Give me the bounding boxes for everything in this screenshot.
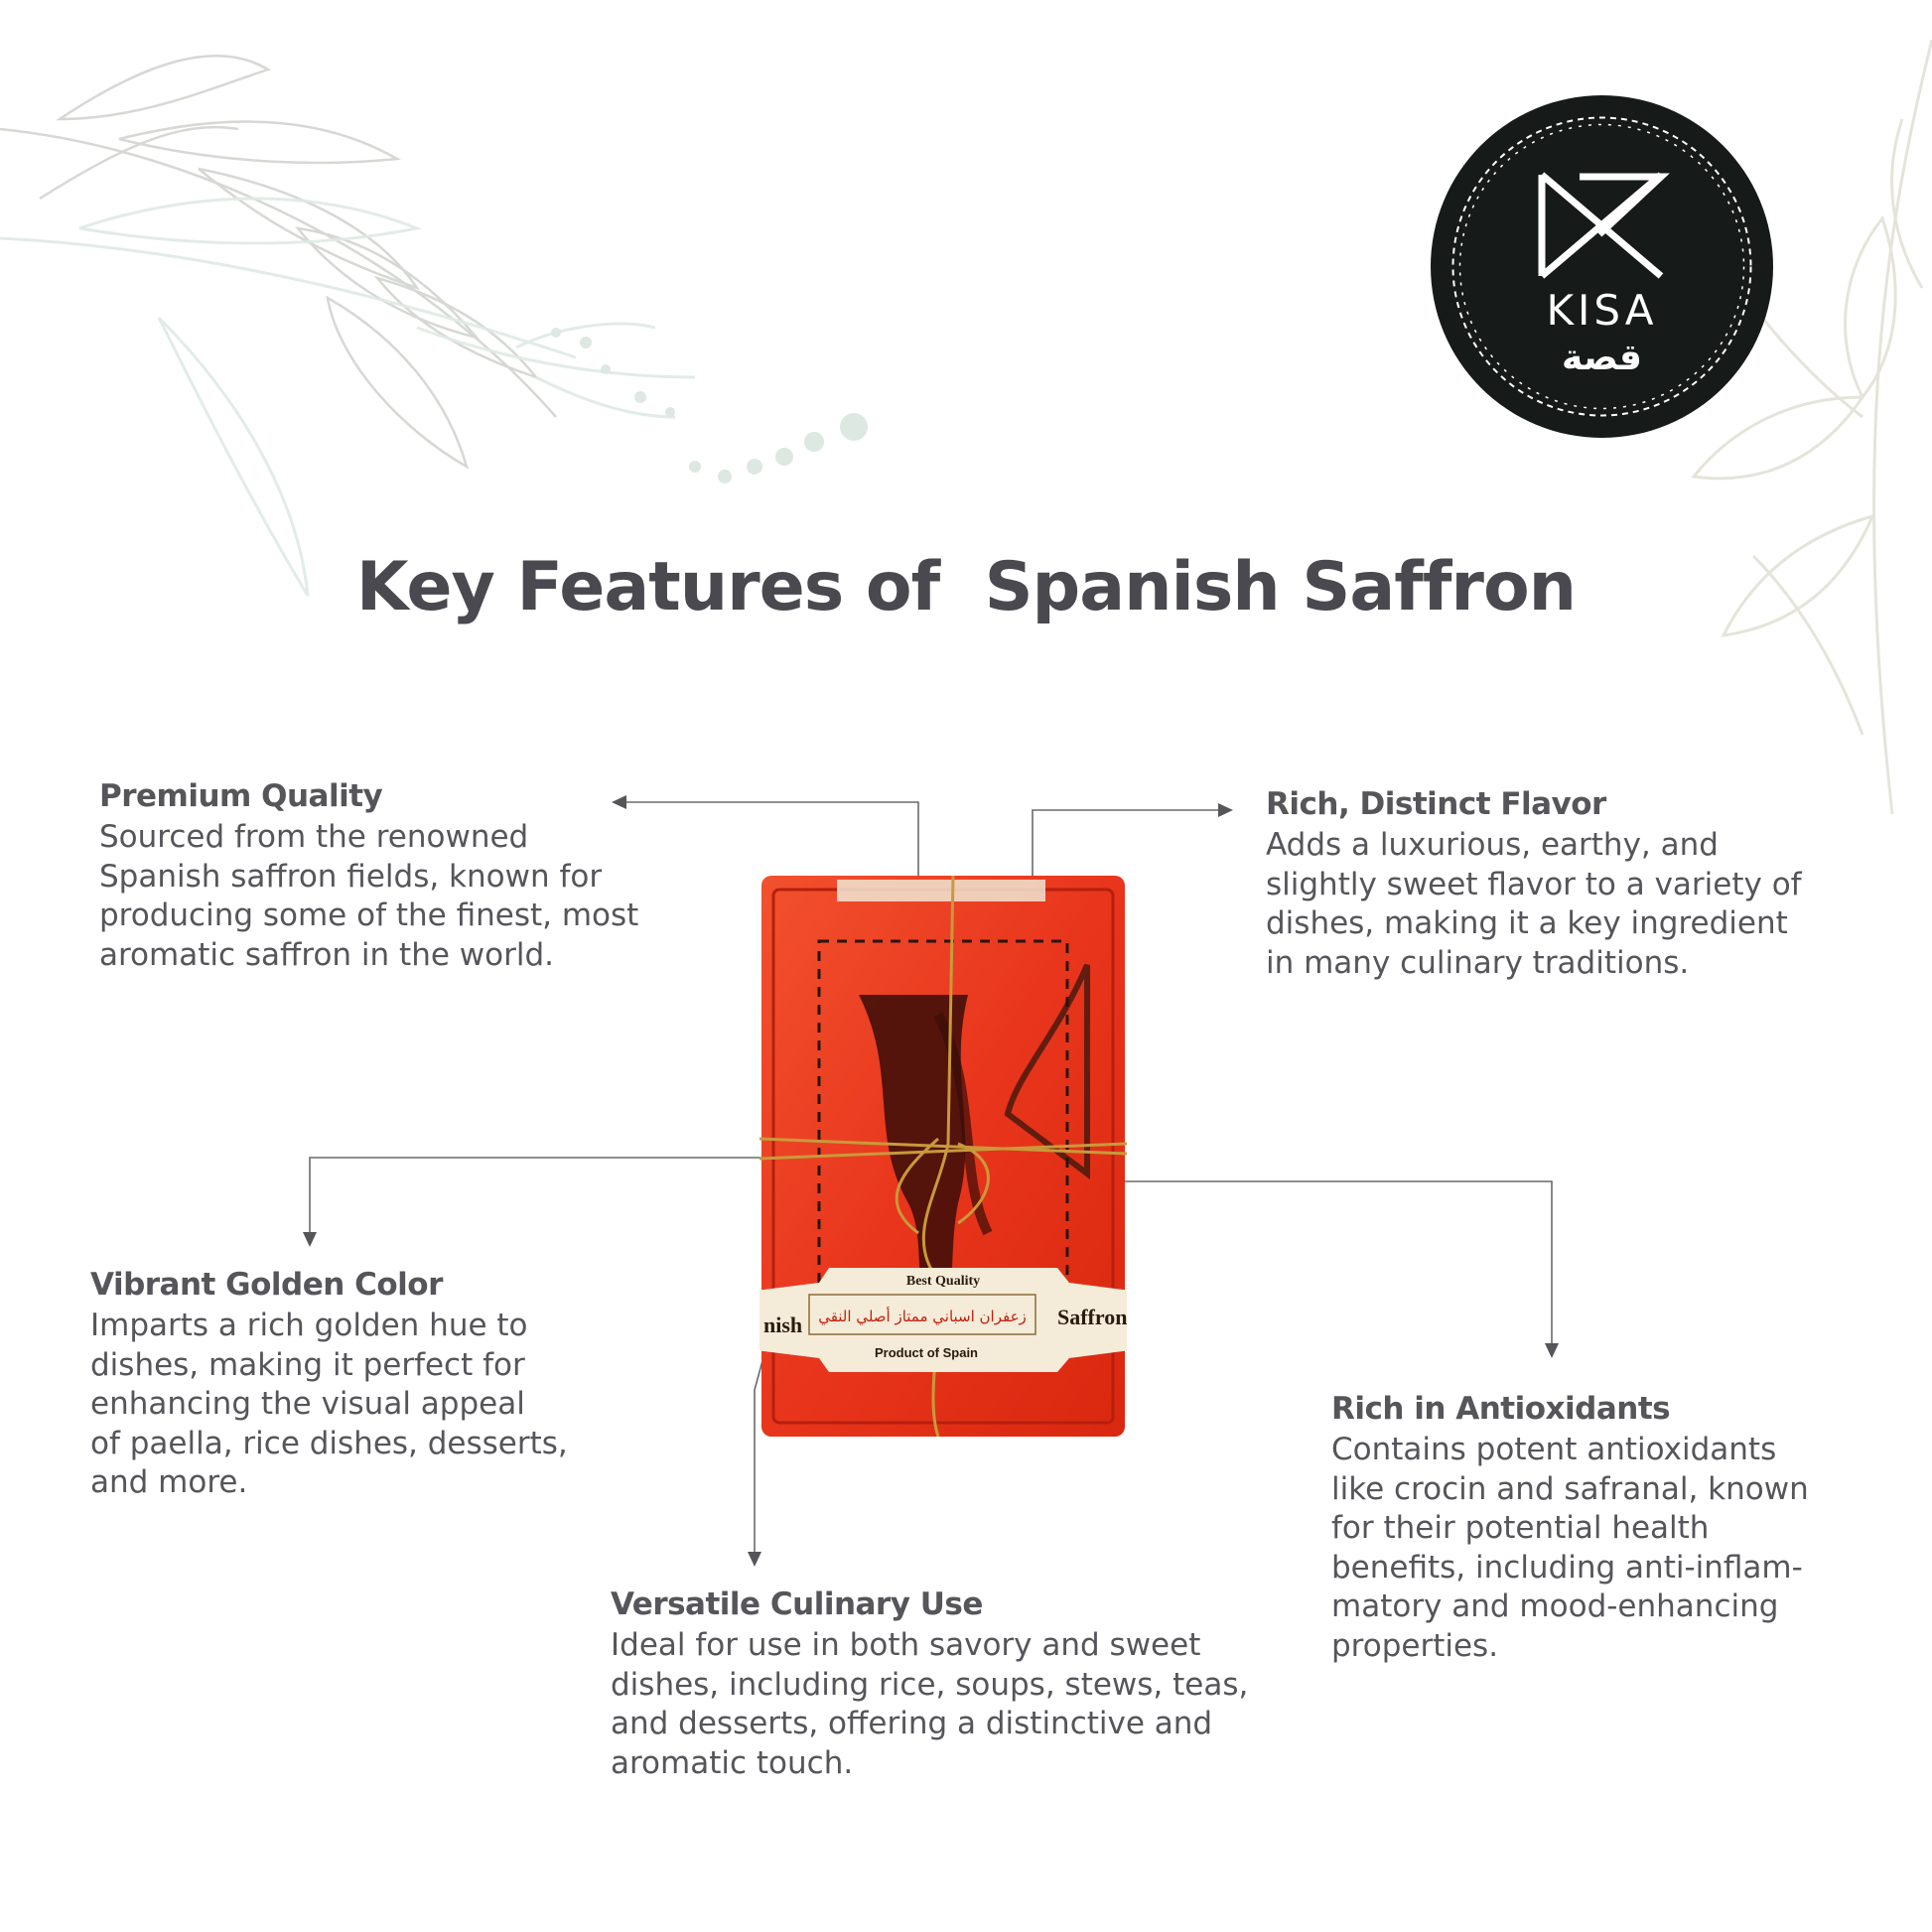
feature-title: Rich, Distinct Flavor: [1266, 786, 1606, 822]
feature-line: in many culinary traditions.: [1266, 944, 1690, 981]
label-right-text: Saffron: [1057, 1305, 1127, 1329]
feature-line: Adds a luxurious, earthy, and: [1266, 827, 1719, 863]
feature-line: Sourced from the renowned: [99, 819, 529, 855]
feature-golden-color: [90, 1267, 646, 1503]
label-bottom-text: Product of Spain: [875, 1345, 978, 1360]
saffron-box-image: [759, 876, 1127, 1437]
page-title: Key Features of Spanish Saffron: [355, 548, 1577, 626]
label-arabic-text: زعفران اسباني ممتاز أصلي النقي: [818, 1308, 1027, 1325]
feature-line: of paella, rice dishes, desserts,: [90, 1425, 568, 1461]
feature-line: benefits, including anti-inflam-: [1331, 1549, 1803, 1586]
feature-line: and more.: [90, 1464, 248, 1500]
feature-title: Rich in Antioxidants: [1331, 1391, 1671, 1427]
feature-line: Contains potent antioxidants: [1331, 1432, 1777, 1467]
feature-line: aromatic saffron in the world.: [99, 936, 554, 973]
feature-line: producing some of the finest, most: [99, 897, 639, 933]
feature-line: slightly sweet flavor to a variety of: [1266, 866, 1802, 902]
label-left-text: nish: [763, 1312, 803, 1337]
feature-line: properties.: [1331, 1627, 1499, 1664]
feature-description: [90, 1307, 646, 1503]
feature-premium-quality: [99, 778, 695, 975]
feature-rich-flavor: [1266, 786, 1862, 983]
feature-description: [611, 1626, 1325, 1783]
feature-line: enhancing the visual appeal: [90, 1386, 525, 1422]
feature-line: Imparts a rich golden hue to: [90, 1308, 528, 1343]
feature-title: Versatile Culinary Use: [611, 1587, 983, 1622]
label-top-text: Best Quality: [905, 1274, 981, 1289]
feature-line: dishes, including rice, soups, stews, teas,: [611, 1666, 1249, 1703]
feature-title: Premium Quality: [99, 778, 383, 814]
feature-line: Spanish saffron fields, known for: [99, 858, 603, 895]
feature-line: and desserts, offering a distinctive and: [611, 1706, 1213, 1741]
logo-wordmark: KISA: [1546, 286, 1658, 335]
saffron-box-product: [759, 876, 1127, 1437]
feature-antioxidants: [1331, 1391, 1887, 1666]
feature-description: [99, 818, 695, 975]
feature-title: Vibrant Golden Color: [90, 1267, 443, 1303]
feature-line: aromatic touch.: [611, 1744, 854, 1781]
feature-culinary-use: [611, 1587, 1325, 1783]
feature-line: dishes, making it perfect for: [90, 1346, 525, 1383]
feature-line: matory and mood-enhancing: [1331, 1588, 1779, 1624]
feature-line: dishes, making it a key ingredient: [1266, 905, 1788, 941]
feature-line: Ideal for use in both savory and sweet: [611, 1627, 1201, 1663]
feature-line: for their potential health: [1331, 1510, 1710, 1546]
feature-description: [1266, 826, 1862, 983]
logo-arabic-wordmark: قصة: [1562, 338, 1642, 378]
feature-line: like crocin and safranal, known: [1331, 1470, 1809, 1507]
feature-description: [1331, 1431, 1887, 1666]
